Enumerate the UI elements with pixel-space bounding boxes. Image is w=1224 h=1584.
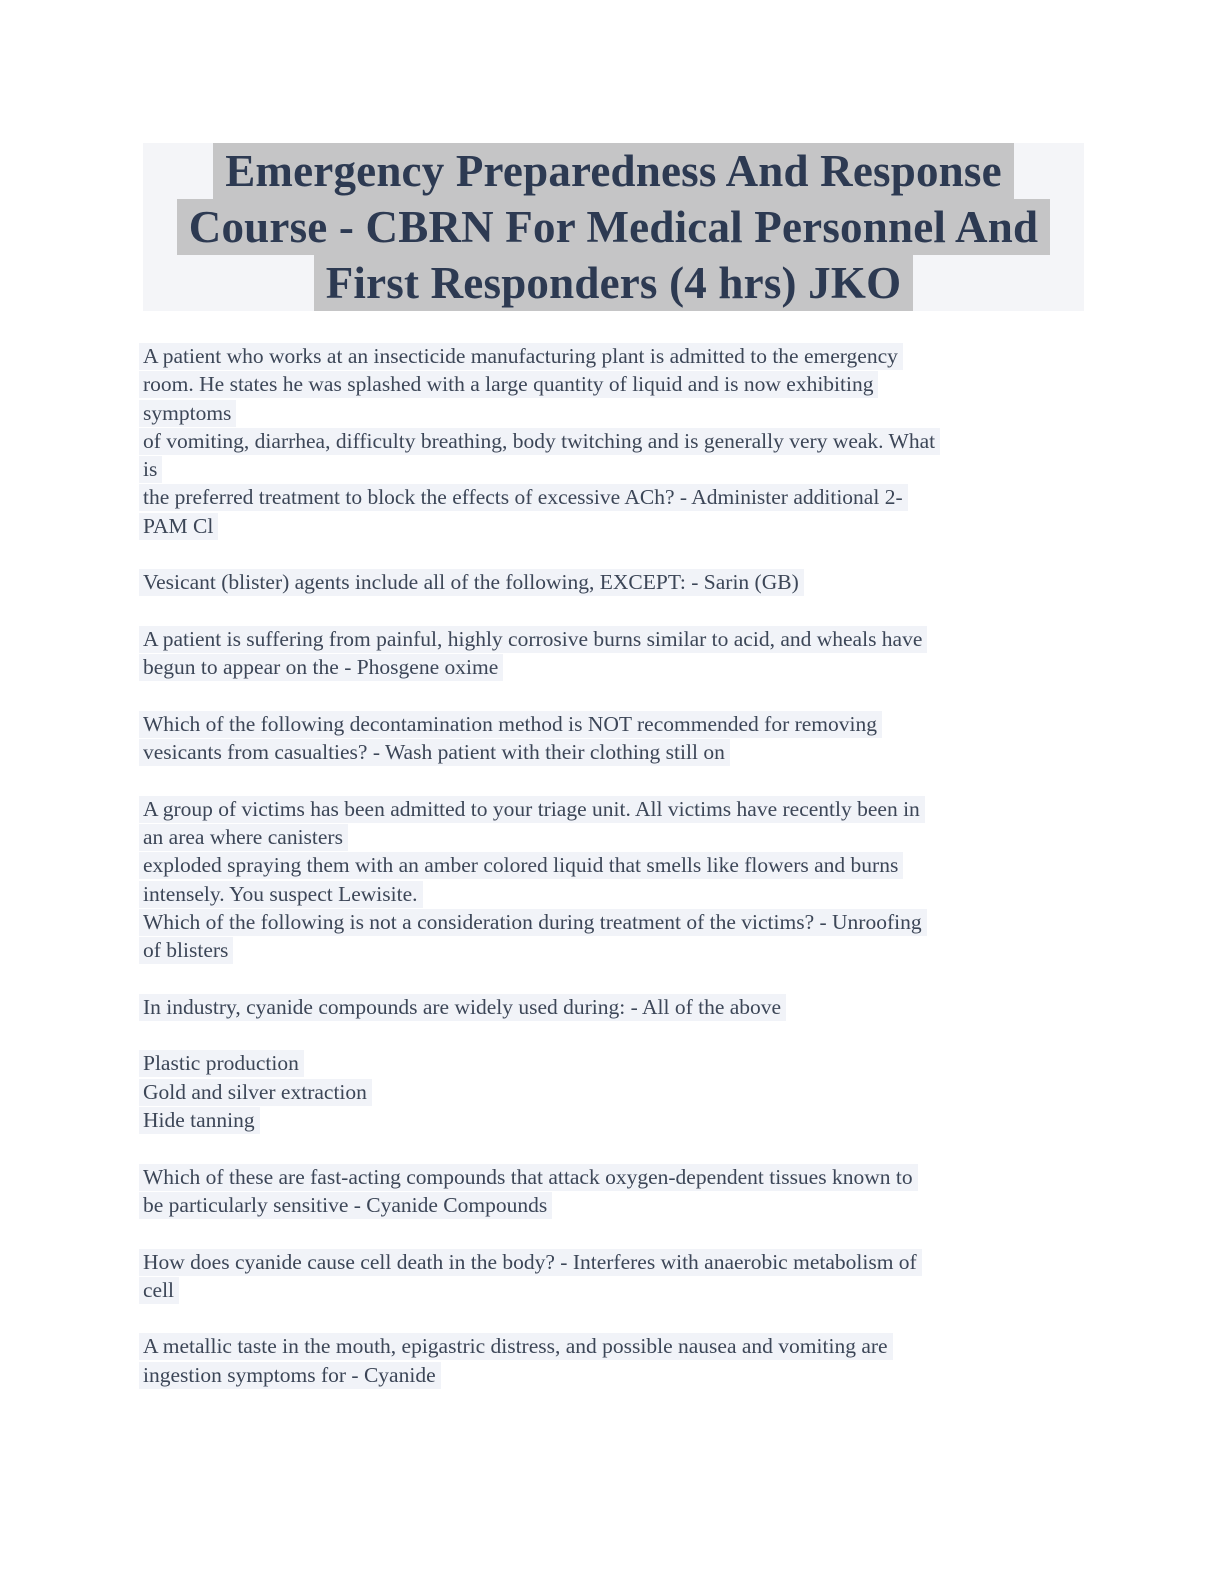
text-line: ingestion symptoms for - Cyanide — [139, 1362, 441, 1389]
text-line: an area where canisters — [139, 824, 348, 851]
text-line: In industry, cyanide compounds are widely used during: - All of the above — [139, 994, 786, 1021]
title-line — [143, 143, 1084, 199]
qa-paragraph — [143, 1049, 1084, 1134]
qa-paragraph — [143, 993, 1084, 1021]
title-text: First Responders (4 hrs) JKO — [314, 255, 914, 311]
text-line: the preferred treatment to block the effects of excessive ACh? - Administer additional 2- — [139, 484, 908, 511]
title-text: Emergency Preparedness And Response — [213, 143, 1014, 199]
text-line: exploded spraying them with an amber colored liquid that smells like flowers and burns — [139, 852, 903, 879]
text-line: A patient is suffering from painful, highly corrosive burns similar to acid, and wheals have — [139, 626, 927, 653]
qa-paragraph — [143, 625, 1084, 682]
text-line: room. He states he was splashed with a large quantity of liquid and is now exhibiting — [139, 371, 878, 398]
qa-paragraph — [143, 568, 1084, 596]
text-line: A metallic taste in the mouth, epigastric distress, and possible nausea and vomiting are — [139, 1333, 893, 1360]
qa-paragraph — [143, 795, 1084, 965]
text-line: begun to appear on the - Phosgene oxime — [139, 654, 503, 681]
title-line — [143, 255, 1084, 311]
title-line — [143, 199, 1084, 255]
text-line: A group of victims has been admitted to your triage unit. All victims have recently been in — [139, 796, 925, 823]
text-line: Which of the following is not a consideration during treatment of the victims? - Unroofing — [139, 909, 927, 936]
qa-paragraph — [143, 1163, 1084, 1220]
text-line: Hide tanning — [139, 1107, 260, 1134]
text-line: of vomiting, diarrhea, difficulty breathing, body twitching and is generally very weak. What — [139, 428, 940, 455]
text-line: Gold and silver extraction — [139, 1079, 372, 1106]
text-line: A patient who works at an insecticide manufacturing plant is admitted to the emergency — [139, 343, 903, 370]
text-line: vesicants from casualties? - Wash patient with their clothing still on — [139, 739, 730, 766]
text-line: is — [139, 456, 162, 483]
qa-paragraph — [143, 1332, 1084, 1389]
text-line: Plastic production — [139, 1050, 304, 1077]
document-title — [143, 143, 1084, 311]
text-line: of blisters — [139, 937, 233, 964]
text-line: Which of the following decontamination method is NOT recommended for removing — [139, 711, 882, 738]
text-line: Vesicant (blister) agents include all of the following, EXCEPT: - Sarin (GB) — [139, 569, 804, 596]
qa-paragraph — [143, 1248, 1084, 1305]
text-line: cell — [139, 1277, 179, 1304]
qa-paragraph — [143, 342, 1084, 540]
title-text: Course - CBRN For Medical Personnel And — [177, 199, 1050, 255]
document-body — [143, 342, 1084, 1389]
text-line: be particularly sensitive - Cyanide Compounds — [139, 1192, 552, 1219]
text-line: intensely. You suspect Lewisite. — [139, 881, 423, 908]
text-line: symptoms — [139, 400, 236, 427]
text-line: PAM Cl — [139, 513, 218, 540]
text-line: How does cyanide cause cell death in the body? - Interferes with anaerobic metabolism of — [139, 1249, 922, 1276]
qa-paragraph — [143, 710, 1084, 767]
text-line: Which of these are fast-acting compounds that attack oxygen-dependent tissues known to — [139, 1164, 918, 1191]
